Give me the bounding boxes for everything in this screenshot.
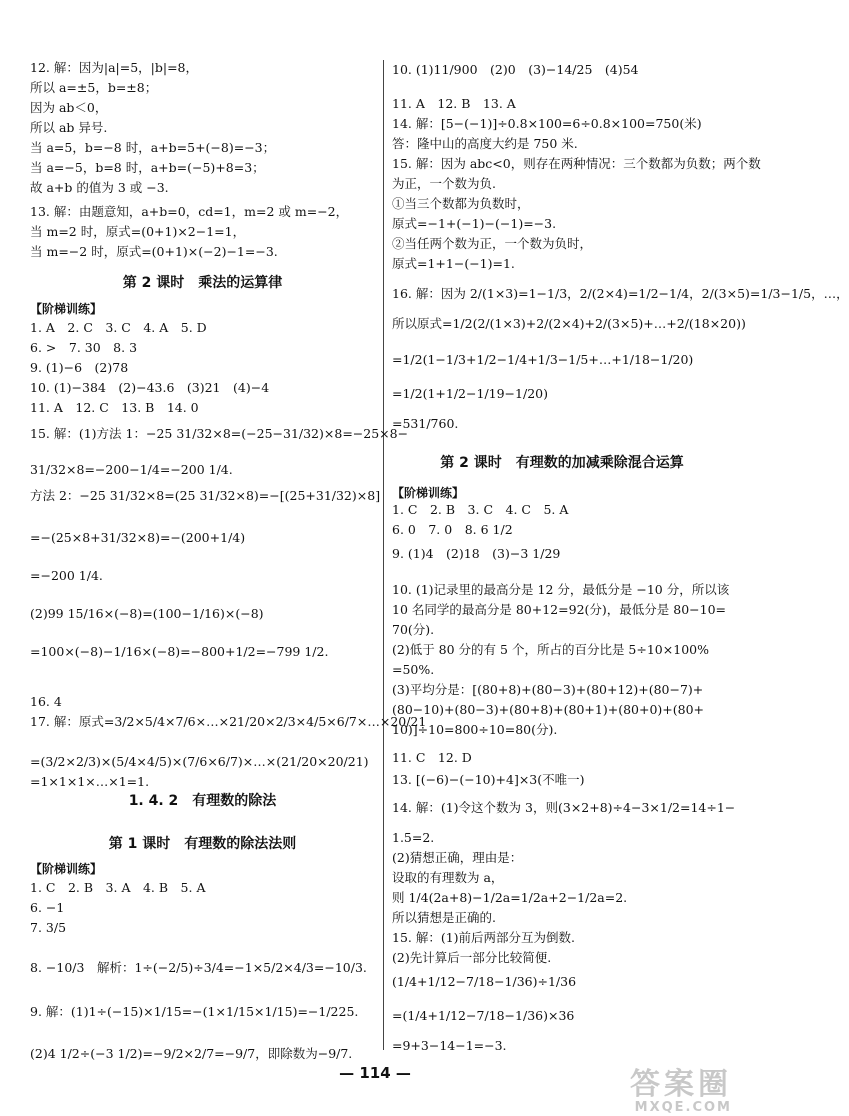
answer-line: =−200 1/4.: [30, 568, 103, 583]
answer-line: 13. [(−6)−(−10)+4]×3(不唯一): [392, 772, 585, 787]
section-title-division-rules: 第 1 课时 有理数的除法法则: [108, 836, 297, 852]
section-title-division: 1. 4. 2 有理数的除法: [128, 793, 277, 809]
answer-line: 所以猜想是正确的.: [392, 910, 496, 925]
answer-line: 所以 ab 异号.: [30, 120, 108, 135]
answer-line: 15. 解：(1)方法 1：−25 31/32×8=(−25−31/32)×8=−25×8−: [30, 426, 409, 441]
section-title-multiplication-laws: 第 2 课时 乘法的运算律: [122, 275, 283, 291]
answer-line: =(1/4+1/12−7/18−1/36)×36: [392, 1008, 575, 1023]
answer-line: =531/760.: [392, 416, 459, 431]
watermark-text: 答案圈: [630, 1067, 732, 1102]
answer-line: =9+3−14−1=−3.: [392, 1038, 507, 1053]
answer-line: 1. C 2. B 3. C 4. C 5. A: [392, 502, 569, 517]
answer-line: 9. (1)−6 (2)78: [30, 360, 129, 375]
answer-line: (80−10)+(80−3)+(80+8)+(80+1)+(80+0)+(80+: [392, 702, 705, 717]
answer-line: 11. A 12. B 13. A: [392, 96, 516, 111]
answer-line: 设取的有理数为 a，: [392, 870, 504, 885]
answer-line: 答：隆中山的高度大约是 750 米.: [392, 136, 578, 151]
answer-line: 10. (1)11/900 (2)0 (3)−14/25 (4)54: [392, 62, 639, 77]
answer-line: =1×1×1×…×1=1.: [30, 774, 150, 789]
answer-line: ①当三个数都为负数时，: [392, 196, 530, 211]
column-divider: [383, 60, 384, 1050]
answer-line: 14. 解：[5−(−1)]÷0.8×100=6÷0.8×100=750(米): [392, 116, 702, 131]
answer-line: 所以原式=1/2(2/(1×3)+2/(2×4)+2/(3×5)+…+2/(18×20)): [392, 316, 746, 331]
answer-line: 16. 解：因为 2/(1×3)=1−1/3，2/(2×4)=1/2−1/4，2/(3×5)=1/3−1/5，…，: [392, 286, 849, 301]
answer-line: (2)99 15/16×(−8)=(100−1/16)×(−8): [30, 606, 264, 621]
answer-line: 16. 4: [30, 694, 62, 709]
answer-line: (2)4 1/2÷(−3 1/2)=−9/2×2/7=−9/7，即除数为−9/7.: [30, 1046, 353, 1061]
answer-line: (3)平均分是：[(80+8)+(80−3)+(80+12)+(80−7)+: [392, 682, 704, 697]
answer-line: 8. −10/3 解析：1÷(−2/5)÷3/4=−1×5/2×4/3=−10/3.: [30, 960, 367, 975]
answer-line: 6. > 7. 30 8. 3: [30, 340, 138, 355]
answer-line: 1. C 2. B 3. A 4. B 5. A: [30, 880, 206, 895]
answer-line: 10)]÷10=800÷10=80(分).: [392, 722, 558, 737]
answer-line: 方法 2：−25 31/32×8=(25 31/32×8)=−[(25+31/32)×8]: [30, 488, 381, 503]
answer-line: 11. C 12. D: [392, 750, 472, 765]
answer-line: =50%.: [392, 662, 435, 677]
answer-line: 当 m=−2 时，原式=(0+1)×(−2)−1=−3.: [30, 244, 278, 259]
answer-line: 12. 解：因为|a|=5，|b|=8，: [30, 60, 199, 75]
watermark-logo: [582, 1067, 732, 1115]
answer-line: =1/2(1+1/2−1/19−1/20): [392, 386, 548, 401]
answer-line: 原式=1+1−(−1)=1.: [392, 256, 515, 271]
answer-line: 当 a=5，b=−8 时，a+b=5+(−8)=−3；: [30, 140, 276, 155]
answer-line: 15. 解：因为 abc<0，则存在两种情况：三个数都为负数；两个数: [392, 156, 761, 171]
answer-line: 7. 3/5: [30, 920, 67, 935]
tag-ladder-training-2: 【阶梯训练】: [30, 862, 103, 876]
answer-line: 9. (1)4 (2)18 (3)−3 1/29: [392, 546, 561, 561]
answer-line: 15. 解：(1)前后两部分互为倒数.: [392, 930, 576, 945]
answer-line: (2)先计算后一部分比较简便.: [392, 950, 552, 965]
answer-line: 10 名同学的最高分是 80+12=92(分)，最低分是 80−10=: [392, 602, 727, 617]
answer-line: 则 1/4(2a+8)−1/2a=1/2a+2−1/2a=2.: [392, 890, 628, 905]
answer-line: 17. 解：原式=3/2×5/4×7/6×…×21/20×2/3×4/5×6/7×…×20/21: [30, 714, 427, 729]
answer-line: (1/4+1/12−7/18−1/36)÷1/36: [392, 974, 577, 989]
answer-line: 6. 0 7. 0 8. 6 1/2: [392, 522, 513, 537]
answer-line: 因为 ab＜0，: [30, 100, 108, 115]
section-title-mixed-operations: 第 2 课时 有理数的加减乘除混合运算: [440, 455, 684, 471]
answer-line: 13. 解：由题意知，a+b=0，cd=1，m=2 或 m=−2，: [30, 204, 349, 219]
answer-line: 10. (1)−384 (2)−43.6 (3)21 (4)−4: [30, 380, 270, 395]
answer-line: 9. 解：(1)1÷(−15)×1/15=−(1×1/15×1/15)=−1/225.: [30, 1004, 359, 1019]
answer-line: (2)猜想正确，理由是：: [392, 850, 523, 865]
answer-line: ②当任两个数为正，一个数为负时，: [392, 236, 593, 251]
answer-line: 原式=−1+(−1)−(−1)=−3.: [392, 216, 557, 231]
answer-line: =−(25×8+31/32×8)=−(200+1/4): [30, 530, 246, 545]
answer-line: 故 a+b 的值为 3 或 −3.: [30, 180, 169, 195]
answer-line: 10. (1)记录里的最高分是 12 分，最低分是 −10 分，所以该: [392, 582, 730, 597]
answer-line: 为正，一个数为负.: [392, 176, 496, 191]
answer-line: 6. −1: [30, 900, 65, 915]
answer-line: 当 a=−5，b=8 时，a+b=(−5)+8=3；: [30, 160, 265, 175]
answer-line: 1.5=2.: [392, 830, 435, 845]
answer-line: 所以 a=±5，b=±8；: [30, 80, 158, 95]
answer-line: 31/32×8=−200−1/4=−200 1/4.: [30, 462, 233, 477]
answer-line: 14. 解：(1)令这个数为 3，则(3×2+8)÷4−3×1/2=14÷1−: [392, 800, 736, 815]
answer-line: (2)低于 80 分的有 5 个，所占的百分比是 5÷10×100%: [392, 642, 709, 657]
answer-line: 11. A 12. C 13. B 14. 0: [30, 400, 199, 415]
answer-line: =100×(−8)−1/16×(−8)=−800+1/2=−799 1/2.: [30, 644, 329, 659]
answer-line: =(3/2×2/3)×(5/4×4/5)×(7/6×6/7)×…×(21/20×20/21): [30, 754, 369, 769]
tag-ladder-training: 【阶梯训练】: [30, 302, 103, 316]
answer-line: 1. A 2. C 3. C 4. A 5. D: [30, 320, 207, 335]
answer-line: 70(分).: [392, 622, 435, 637]
answer-line: =1/2(1−1/3+1/2−1/4+1/3−1/5+…+1/18−1/20): [392, 352, 694, 367]
watermark-url: MXQE.COM: [634, 1100, 732, 1115]
tag-ladder-training-3: 【阶梯训练】: [392, 486, 465, 500]
answer-line: 当 m=2 时，原式=(0+1)×2−1=1，: [30, 224, 246, 239]
page-number: — 114 —: [339, 1064, 411, 1082]
